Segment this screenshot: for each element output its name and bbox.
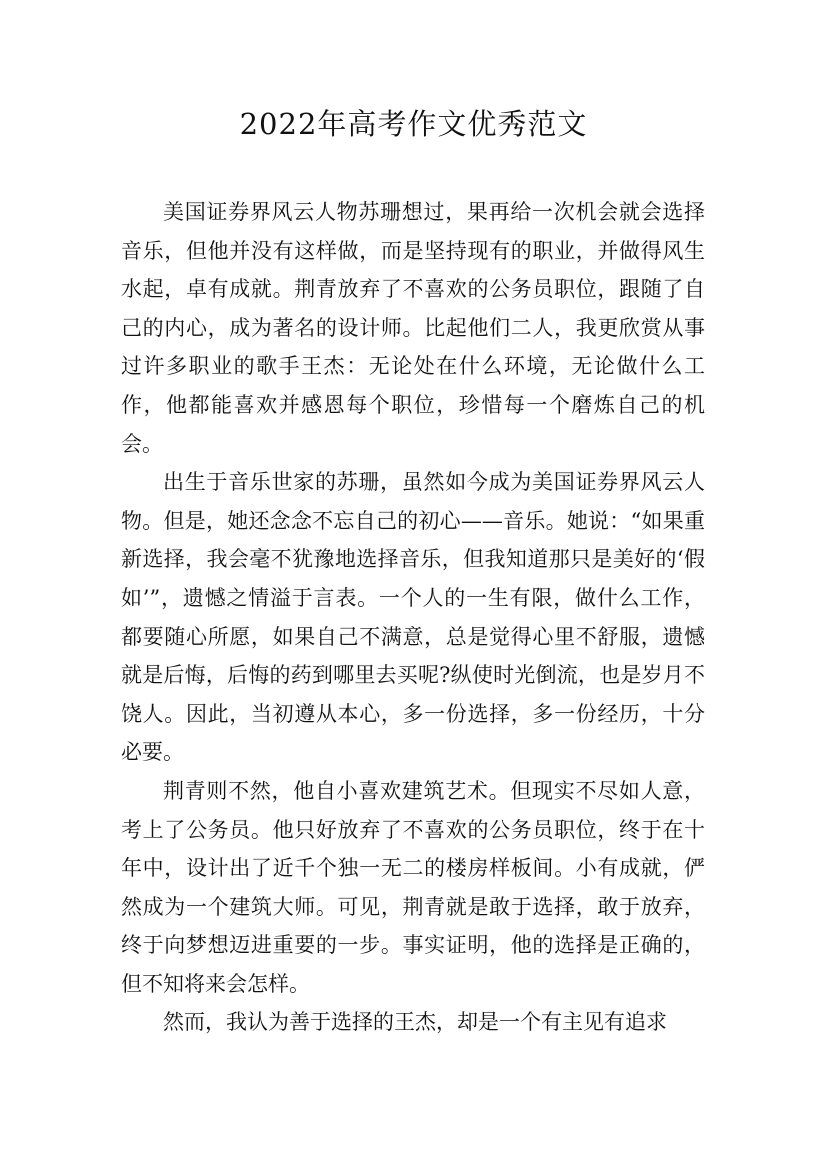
paragraph-3: 荆青则不然，他自小喜欢建筑艺术。但现实不尽如人意，考上了公务员。他只好放弃了不喜欢的公务员职位，终于在十年中，设计出了近千个独一无二的楼房样板间。小有成就，俨然成为一个建筑大师。可见，荆青就是敢于选择，敢于放弃，终于向梦想迈进重要的一步。事实证明，他的选择是正确的，但不知将来会怎样。 xyxy=(121,778,705,996)
document-body xyxy=(121,193,705,1042)
paragraph-2: 出生于音乐世家的苏珊，虽然如今成为美国证券界风云人物。但是，她还念念不忘自己的初心——音乐。她说：“如果重新选择，我会毫不犹豫地选择音乐，但我知道那只是美好的‘假如’”，遗憾之情溢于言表。一个人的一生有限，做什么工作，都要随心所愿，如果自己不满意，总是觉得心里不舒服，遗憾就是后悔，后悔的药到哪里去买呢?纵使时光倒流，也是岁月不饶人。因此，当初遵从本心，多一份选择，多一份经历，十分必要。 xyxy=(121,470,705,765)
paragraph-1: 美国证券界风云人物苏珊想过，果再给一次机会就会选择音乐，但他并没有这样做，而是坚持现有的职业，并做得风生水起，卓有成就。荆青放弃了不喜欢的公务员职位，跟随了自己的内心，成为著名的设计师。比起他们二人，我更欣赏从事过许多职业的歌手王杰：无论处在什么环境，无论做什么工作，他都能喜欢并感恩每个职位，珍惜每一个磨炼自己的机会。 xyxy=(121,200,705,456)
document-title: 2022年高考作文优秀范文 xyxy=(239,107,588,141)
paragraph-4: 然而，我认为善于选择的王杰，却是一个有主见有追求 xyxy=(163,1010,667,1035)
